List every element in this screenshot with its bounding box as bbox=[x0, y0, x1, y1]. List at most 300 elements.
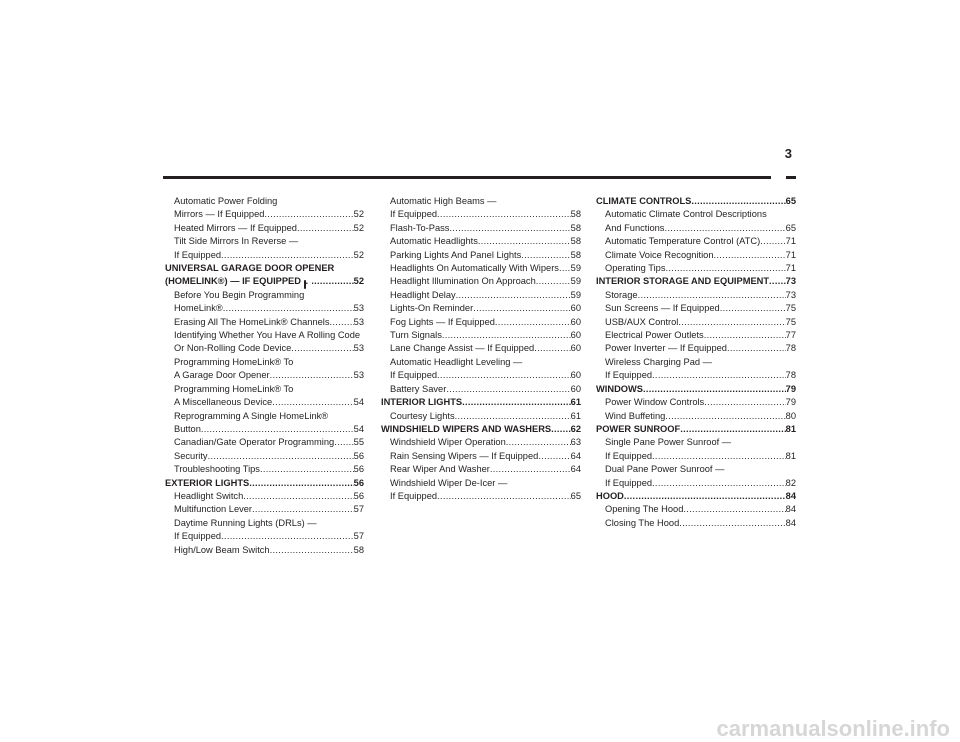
toc-entry[interactable] bbox=[381, 249, 581, 262]
toc-page-number: 77 bbox=[785, 330, 796, 341]
toc-entry-line bbox=[605, 262, 796, 275]
toc-page-number: 81 bbox=[785, 423, 796, 434]
toc-page-number: 71 bbox=[785, 263, 796, 274]
toc-entry-title-line: Automatic High Beams — bbox=[390, 196, 497, 206]
toc-entry[interactable] bbox=[165, 450, 364, 463]
toc-column-left bbox=[165, 195, 364, 557]
dot-leader bbox=[678, 316, 785, 329]
dot-leader bbox=[252, 503, 354, 516]
toc-page-number: 80 bbox=[785, 410, 796, 421]
toc-entry[interactable] bbox=[165, 490, 364, 503]
dot-leader bbox=[720, 302, 786, 315]
toc-entry-line bbox=[390, 302, 581, 315]
toc-entry[interactable] bbox=[381, 289, 581, 302]
dot-leader bbox=[437, 490, 571, 503]
dot-leader bbox=[665, 410, 785, 423]
toc-entry-line bbox=[390, 262, 581, 275]
dot-leader bbox=[714, 249, 786, 262]
toc-entry-title: Courtesy Lights bbox=[390, 410, 455, 421]
toc-entry[interactable] bbox=[381, 436, 581, 449]
toc-page-number: 64 bbox=[570, 450, 581, 461]
toc-entry[interactable] bbox=[165, 383, 364, 410]
toc-entry[interactable] bbox=[165, 436, 364, 449]
toc-section-heading[interactable] bbox=[596, 423, 796, 436]
toc-entry-line bbox=[605, 477, 796, 490]
toc-entry[interactable] bbox=[165, 517, 364, 544]
toc-entry-title: A Garage Door Opener bbox=[174, 370, 270, 381]
toc-entry-line bbox=[174, 490, 364, 503]
toc-entry-title: High/Low Beam Switch bbox=[174, 544, 270, 555]
toc-entry[interactable] bbox=[381, 316, 581, 329]
toc-page-number: 60 bbox=[570, 330, 581, 341]
dot-leader bbox=[521, 249, 570, 262]
toc-entry-line bbox=[390, 436, 581, 449]
toc-entry[interactable] bbox=[596, 517, 796, 530]
toc-entry-line bbox=[390, 275, 581, 288]
toc-entry-line bbox=[596, 490, 796, 503]
toc-entry[interactable] bbox=[381, 463, 581, 476]
toc-entry-title-line: Dual Pane Power Sunroof — bbox=[605, 464, 725, 475]
dot-leader bbox=[643, 383, 786, 396]
toc-entry-line bbox=[165, 275, 364, 288]
toc-entry-line bbox=[605, 289, 796, 302]
toc-entry-title: Headlights On Automatically With Wipers bbox=[390, 263, 559, 274]
toc-entry-line bbox=[596, 195, 796, 208]
toc-entry[interactable] bbox=[596, 329, 796, 342]
toc-entry-line bbox=[165, 477, 364, 490]
toc-page-number: 78 bbox=[785, 343, 796, 354]
toc-entry-line bbox=[174, 342, 364, 355]
toc-page-number: 52 bbox=[353, 249, 364, 260]
toc-entry[interactable] bbox=[596, 316, 796, 329]
toc-entry-title: If Equipped bbox=[605, 450, 653, 461]
toc-entry-line bbox=[390, 490, 581, 503]
toc-page-number: 84 bbox=[785, 517, 796, 528]
toc-entry-title-line: Automatic Power Folding bbox=[174, 196, 278, 206]
toc-entry-title: Security bbox=[174, 450, 208, 461]
toc-section-heading[interactable] bbox=[381, 423, 581, 436]
toc-page-number: 53 bbox=[353, 316, 364, 327]
toc-entry-line bbox=[605, 396, 796, 409]
dot-leader bbox=[260, 463, 354, 476]
dot-leader bbox=[495, 316, 571, 329]
dot-leader bbox=[473, 302, 570, 315]
header-rule-end bbox=[786, 176, 796, 179]
toc-entry-line bbox=[605, 410, 796, 423]
toc-entry-title: Rain Sensing Wipers — If Equipped bbox=[390, 450, 539, 461]
toc-entry-title-line: UNIVERSAL GARAGE DOOR OPENER bbox=[165, 263, 335, 274]
toc-entry-title: Lane Change Assist — If Equipped bbox=[390, 343, 535, 354]
toc-entry-title: Lights-On Reminder bbox=[390, 303, 474, 314]
toc-entry[interactable] bbox=[381, 477, 581, 504]
toc-entry-title: Rear Wiper And Washer bbox=[390, 464, 490, 475]
toc-page-number: 56 bbox=[353, 477, 364, 488]
dot-leader bbox=[624, 490, 786, 503]
toc-entry-line bbox=[596, 423, 796, 436]
toc-page-number: 63 bbox=[570, 437, 581, 448]
toc-entry[interactable] bbox=[596, 410, 796, 423]
toc-entry-title: CLIMATE CONTROLS bbox=[596, 196, 692, 206]
toc-entry[interactable] bbox=[165, 289, 364, 316]
toc-page-number: 58 bbox=[570, 209, 581, 220]
toc-entry-line bbox=[174, 396, 364, 409]
toc-page-number: 60 bbox=[570, 383, 581, 394]
toc-page-number: 71 bbox=[785, 249, 796, 260]
toc-page-number: 55 bbox=[353, 437, 364, 448]
toc-entry-line bbox=[596, 383, 796, 396]
toc-page-number: 58 bbox=[570, 236, 581, 247]
toc-entry-title: If Equipped bbox=[390, 370, 438, 381]
dot-leader bbox=[272, 396, 353, 409]
toc-entry-title: Headlight Delay bbox=[390, 289, 456, 300]
toc-entry-line bbox=[174, 544, 364, 557]
toc-page-number: 59 bbox=[570, 263, 581, 274]
toc-page-number: 73 bbox=[785, 276, 796, 287]
toc-entry-line bbox=[174, 503, 364, 516]
toc-entry[interactable] bbox=[381, 235, 581, 248]
toc-entry-title: Turn Signals bbox=[390, 330, 442, 341]
toc-entry-line bbox=[605, 249, 796, 262]
dot-leader bbox=[664, 222, 785, 235]
toc-entry-line bbox=[174, 249, 364, 262]
toc-page-number: 60 bbox=[570, 343, 581, 354]
toc-entry-title: Multifunction Lever bbox=[174, 504, 253, 515]
toc-entry-line bbox=[174, 369, 364, 382]
toc-entry[interactable] bbox=[596, 342, 796, 355]
toc-entry-title: Storage bbox=[605, 289, 638, 300]
toc-entry-line bbox=[605, 450, 796, 463]
toc-entry-line bbox=[390, 383, 581, 396]
dot-leader bbox=[683, 503, 785, 516]
dot-leader bbox=[559, 262, 571, 275]
toc-page-number: 59 bbox=[570, 276, 581, 287]
toc-entry-title: Closing The Hood bbox=[605, 517, 680, 528]
toc-entry-title: Sun Screens — If Equipped bbox=[605, 303, 720, 314]
toc-entry-title-line: Automatic Headlight Leveling — bbox=[390, 356, 523, 367]
toc-entry-title: Headlight Switch bbox=[174, 490, 244, 501]
toc-entry-title: HomeLink® bbox=[174, 303, 223, 314]
dot-leader bbox=[297, 222, 354, 235]
toc-section-heading[interactable] bbox=[596, 275, 796, 288]
toc-entry-line bbox=[390, 463, 581, 476]
toc-page-number: 65 bbox=[570, 490, 581, 501]
toc-page-number: 60 bbox=[570, 303, 581, 314]
toc-entry[interactable] bbox=[381, 195, 581, 222]
dot-leader bbox=[437, 208, 571, 221]
toc-page-number: 52 bbox=[353, 222, 364, 233]
dot-leader bbox=[208, 450, 354, 463]
toc-page-number: 56 bbox=[353, 450, 364, 461]
toc-entry[interactable] bbox=[165, 316, 364, 329]
toc-entry[interactable] bbox=[596, 235, 796, 248]
dot-leader bbox=[760, 235, 785, 248]
key-fob-icon bbox=[304, 280, 306, 289]
toc-entry-title-line: Daytime Running Lights (DRLs) — bbox=[174, 517, 317, 528]
toc-entry[interactable] bbox=[596, 463, 796, 490]
toc-entry[interactable] bbox=[596, 208, 796, 235]
toc-entry[interactable] bbox=[165, 235, 364, 262]
toc-page-number: 57 bbox=[353, 504, 364, 515]
toc-entry-title-line: Tilt Side Mirrors In Reverse — bbox=[174, 236, 299, 247]
toc-entry-line bbox=[605, 302, 796, 315]
toc-entry-title: Flash-To-Pass bbox=[390, 222, 450, 233]
toc-entry-line bbox=[174, 423, 364, 436]
toc-page-number: 59 bbox=[570, 289, 581, 300]
toc-entry-title: Heated Mirrors — If Equipped bbox=[174, 222, 297, 233]
dot-leader bbox=[221, 530, 354, 543]
toc-entry-title: POWER SUNROOF bbox=[596, 423, 681, 434]
toc-entry[interactable] bbox=[381, 329, 581, 342]
toc-entry-title: If Equipped bbox=[174, 531, 222, 542]
toc-entry-line bbox=[605, 329, 796, 342]
dot-leader bbox=[306, 275, 354, 288]
toc-entry-line bbox=[390, 450, 581, 463]
toc-entry-title: INTERIOR LIGHTS bbox=[381, 397, 463, 408]
toc-entry[interactable] bbox=[381, 302, 581, 315]
toc-entry-line bbox=[174, 436, 364, 449]
toc-entry-title-line: Windshield Wiper De-Icer — bbox=[390, 477, 508, 488]
dot-leader bbox=[456, 289, 571, 302]
dot-leader bbox=[536, 275, 571, 288]
toc-entry-line bbox=[390, 249, 581, 262]
toc-entry-title: Fog Lights — If Equipped bbox=[390, 316, 495, 327]
toc-section-heading[interactable] bbox=[596, 490, 796, 503]
dot-leader bbox=[679, 517, 785, 530]
toc-entry-line bbox=[174, 463, 364, 476]
toc-page-number: 56 bbox=[353, 464, 364, 475]
toc-page-number: 52 bbox=[353, 276, 364, 287]
toc-entry[interactable] bbox=[596, 356, 796, 383]
toc-section-heading[interactable] bbox=[165, 477, 364, 490]
toc-page-number: 84 bbox=[785, 490, 796, 501]
toc-entry-line bbox=[596, 275, 796, 288]
dot-leader bbox=[243, 490, 353, 503]
toc-entry[interactable] bbox=[381, 410, 581, 423]
dot-leader bbox=[665, 262, 785, 275]
dot-leader bbox=[270, 369, 354, 382]
toc-entry-line bbox=[605, 342, 796, 355]
toc-entry-line bbox=[605, 235, 796, 248]
toc-page-number: 84 bbox=[785, 504, 796, 515]
watermark: carmanualsonline.info bbox=[716, 716, 950, 741]
toc-entry-title: USB/AUX Control bbox=[605, 316, 679, 327]
toc-page-number: 53 bbox=[353, 303, 364, 314]
toc-page-number: 75 bbox=[785, 316, 796, 327]
dot-leader bbox=[437, 369, 571, 382]
toc-entry-title: (HOMELINK®) — IF EQUIPPED bbox=[165, 276, 301, 287]
dot-leader bbox=[769, 275, 786, 288]
toc-entry-title: HOOD bbox=[596, 490, 624, 501]
dot-leader bbox=[680, 423, 785, 436]
toc-page-number: 53 bbox=[353, 370, 364, 381]
toc-entry-title-line: Before You Begin Programming bbox=[174, 289, 305, 300]
dot-leader bbox=[334, 436, 353, 449]
toc-entry-title: Erasing All The HomeLink® Channels bbox=[174, 316, 330, 327]
toc-page-number: 65 bbox=[785, 196, 796, 206]
toc-entry[interactable] bbox=[596, 396, 796, 409]
toc-entry-line bbox=[174, 450, 364, 463]
toc-section-heading[interactable] bbox=[165, 262, 364, 289]
toc-page-number: 75 bbox=[785, 303, 796, 314]
toc-entry-line bbox=[605, 222, 796, 235]
toc-entry[interactable] bbox=[165, 544, 364, 557]
toc-entry-title: Mirrors — If Equipped bbox=[174, 209, 265, 220]
toc-entry-line bbox=[390, 222, 581, 235]
toc-entry-title-line: Programming HomeLink® To bbox=[174, 383, 294, 394]
dot-leader bbox=[264, 208, 353, 221]
toc-entry-line bbox=[390, 316, 581, 329]
toc-entry-title: If Equipped bbox=[390, 209, 438, 220]
dot-leader bbox=[691, 195, 785, 208]
toc-entry-title: Or Non-Rolling Code Device bbox=[174, 343, 292, 354]
toc-entry-title: And Functions bbox=[605, 222, 665, 233]
toc-entry-title: If Equipped bbox=[605, 477, 653, 488]
toc-entry-title: If Equipped bbox=[605, 370, 653, 381]
toc-entry-title-line: Identifying Whether You Have A Rolling Code bbox=[174, 330, 361, 341]
toc-entry-line bbox=[174, 208, 364, 221]
dot-leader bbox=[201, 423, 354, 436]
dot-leader bbox=[490, 463, 571, 476]
dot-leader bbox=[442, 329, 571, 342]
dot-leader bbox=[506, 436, 571, 449]
toc-entry-title: Operating Tips bbox=[605, 263, 666, 274]
dot-leader bbox=[704, 329, 786, 342]
dot-leader bbox=[727, 342, 786, 355]
toc-entry[interactable] bbox=[381, 342, 581, 355]
toc-page-number: 60 bbox=[570, 316, 581, 327]
toc-page-number: 58 bbox=[353, 544, 364, 555]
dot-leader bbox=[449, 222, 570, 235]
toc-entry-title: INTERIOR STORAGE AND EQUIPMENT bbox=[596, 276, 770, 287]
dot-leader bbox=[538, 450, 570, 463]
toc-entry[interactable] bbox=[596, 503, 796, 516]
toc-entry[interactable] bbox=[596, 436, 796, 463]
dot-leader bbox=[478, 235, 571, 248]
toc-entry-line bbox=[605, 316, 796, 329]
toc-page-number: 73 bbox=[785, 289, 796, 300]
toc-entry-title-line: Single Pane Power Sunroof — bbox=[605, 437, 732, 448]
toc-section-heading[interactable] bbox=[596, 195, 796, 208]
toc-page-number: 79 bbox=[785, 397, 796, 408]
header-rule bbox=[163, 176, 771, 179]
toc-entry[interactable] bbox=[165, 356, 364, 383]
toc-entry-title: Troubleshooting Tips bbox=[174, 464, 260, 475]
dot-leader bbox=[249, 477, 353, 490]
toc-page-number: 79 bbox=[785, 383, 796, 394]
toc-entry[interactable] bbox=[596, 262, 796, 275]
toc-entry-title: Opening The Hood bbox=[605, 504, 684, 515]
toc-entry-line bbox=[390, 289, 581, 302]
toc-entry-title: Wind Buffeting bbox=[605, 410, 666, 421]
toc-column-right bbox=[596, 195, 796, 530]
dot-leader bbox=[291, 342, 353, 355]
toc-page-number: 52 bbox=[353, 209, 364, 220]
toc-column-middle bbox=[381, 195, 581, 503]
toc-entry-title: Automatic Temperature Control (ATC) bbox=[605, 236, 761, 247]
toc-entry-title: Parking Lights And Panel Lights bbox=[390, 249, 522, 260]
toc-page-number: 61 bbox=[570, 410, 581, 421]
toc-entry-title: Headlight Illumination On Approach bbox=[390, 276, 536, 287]
toc-page-number: 60 bbox=[570, 370, 581, 381]
toc-entry[interactable] bbox=[596, 302, 796, 315]
dot-leader bbox=[638, 289, 786, 302]
toc-entry[interactable] bbox=[381, 262, 581, 275]
dot-leader bbox=[330, 316, 354, 329]
toc-entry[interactable] bbox=[165, 463, 364, 476]
toc-page-number: 54 bbox=[353, 397, 364, 408]
toc-entry-title-line: Reprogramming A Single HomeLink® bbox=[174, 410, 329, 421]
toc-entry[interactable] bbox=[165, 195, 364, 222]
toc-entry[interactable] bbox=[381, 275, 581, 288]
toc-entry-line bbox=[605, 517, 796, 530]
toc-entry[interactable] bbox=[165, 503, 364, 516]
toc-entry-title: Power Window Controls bbox=[605, 397, 705, 408]
toc-entry-line bbox=[390, 235, 581, 248]
toc-entry-title: Windshield Wiper Operation bbox=[390, 437, 506, 448]
dot-leader bbox=[446, 383, 570, 396]
toc-entry[interactable] bbox=[165, 222, 364, 235]
toc-entry[interactable] bbox=[381, 356, 581, 383]
page-number: 3 bbox=[784, 146, 792, 161]
toc-section-heading[interactable] bbox=[596, 383, 796, 396]
toc-page-number: 64 bbox=[570, 464, 581, 475]
toc-entry[interactable] bbox=[165, 329, 364, 356]
toc-entry[interactable] bbox=[381, 222, 581, 235]
toc-entry-title-line: Wireless Charging Pad — bbox=[605, 356, 712, 367]
toc-entry-title: Button bbox=[174, 423, 201, 434]
toc-entry-line bbox=[605, 369, 796, 382]
dot-leader bbox=[704, 396, 785, 409]
toc-entry-line bbox=[381, 423, 581, 436]
toc-entry-title: EXTERIOR LIGHTS bbox=[165, 477, 250, 488]
toc-entry-title: Climate Voice Recognition bbox=[605, 249, 714, 260]
toc-entry-line bbox=[174, 302, 364, 315]
toc-entry-title: WINDSHIELD WIPERS AND WASHERS bbox=[381, 423, 552, 434]
toc-entry-title-line: Programming HomeLink® To bbox=[174, 356, 294, 367]
toc-page-number: 62 bbox=[570, 423, 581, 434]
dot-leader bbox=[652, 369, 786, 382]
toc-page-number: 82 bbox=[785, 477, 796, 488]
dot-leader bbox=[462, 396, 571, 409]
dot-leader bbox=[455, 410, 571, 423]
toc-entry[interactable] bbox=[381, 383, 581, 396]
toc-entry-line bbox=[390, 329, 581, 342]
toc-entry[interactable] bbox=[381, 450, 581, 463]
toc-section-heading[interactable] bbox=[381, 396, 581, 409]
toc-page-number: 54 bbox=[353, 423, 364, 434]
toc-entry-title: Power Inverter — If Equipped bbox=[605, 343, 727, 354]
toc-page-number: 56 bbox=[353, 490, 364, 501]
toc-entry[interactable] bbox=[596, 289, 796, 302]
toc-page-number: 61 bbox=[570, 397, 581, 408]
toc-entry-line bbox=[381, 396, 581, 409]
toc-entry-title: A Miscellaneous Device bbox=[174, 397, 273, 408]
toc-page-number: 78 bbox=[785, 370, 796, 381]
toc-entry-line bbox=[390, 342, 581, 355]
toc-entry-title: Automatic Headlights bbox=[390, 236, 478, 247]
toc-entry-title: If Equipped bbox=[390, 490, 438, 501]
dot-leader bbox=[652, 477, 786, 490]
toc-entry-title-line: Automatic Climate Control Descriptions bbox=[605, 209, 767, 220]
toc-entry[interactable] bbox=[596, 249, 796, 262]
toc-entry-line bbox=[174, 530, 364, 543]
toc-page-number: 58 bbox=[570, 249, 581, 260]
dot-leader bbox=[551, 423, 571, 436]
toc-page-number: 53 bbox=[353, 343, 364, 354]
toc-page-number: 58 bbox=[570, 222, 581, 233]
toc-entry-line bbox=[174, 222, 364, 235]
toc-entry[interactable] bbox=[165, 410, 364, 437]
